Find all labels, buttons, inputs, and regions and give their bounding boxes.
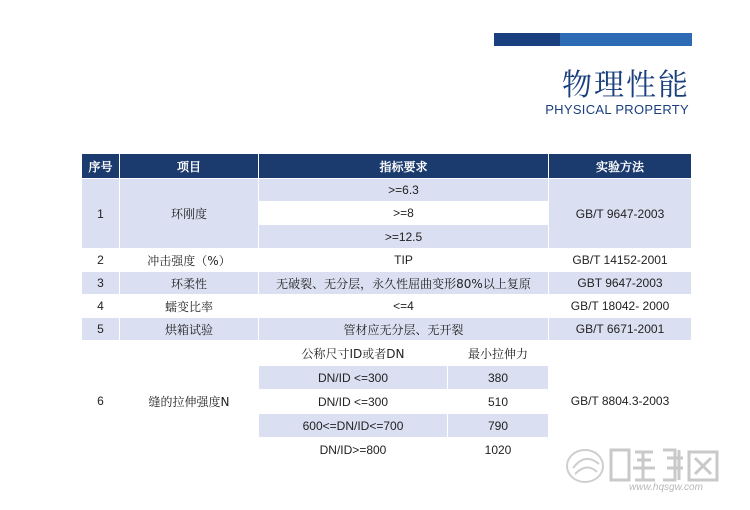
row5-no: 5	[82, 318, 119, 340]
row6-sub-row-1-size: DN/ID <=300	[259, 366, 447, 389]
row1-spec-c: >=12.5	[259, 225, 548, 248]
watermark-url: www.hqsgw.com	[629, 482, 703, 493]
row1-spec-b: >=8	[259, 202, 548, 224]
row5-item: 烘箱试验	[120, 318, 258, 340]
row4-spec: <=4	[259, 295, 548, 317]
header-cell-item: 项目	[120, 154, 258, 178]
row3-method: GBT 9647-2003	[549, 272, 691, 294]
row1-method: GB/T 9647-2003	[549, 179, 691, 248]
page-title: 物理性能	[562, 68, 690, 103]
row4-no: 4	[82, 295, 119, 317]
row5-spec: 管材应无分层、无开裂	[259, 318, 548, 340]
header-cell-no: 序号	[82, 154, 119, 178]
row6-method: GB/T 8804.3-2003	[549, 341, 691, 461]
row6-no: 6	[82, 341, 119, 461]
row6-item: 缝的拉伸强度N	[120, 341, 258, 461]
row1-spec-a: >=6.3	[259, 179, 548, 201]
row6-subheader-size: 公称尺寸ID或者DN	[259, 341, 447, 365]
row6-sub-row-3-force: 790	[448, 414, 548, 437]
row6-sub-row-2-size: DN/ID <=300	[259, 390, 447, 413]
row1-item: 环刚度	[120, 179, 258, 248]
header-cell-method: 实验方法	[549, 154, 691, 178]
row5-method: GB/T 6671-2001	[549, 318, 691, 340]
row6-sub-row-4-force: 1020	[448, 438, 548, 461]
row4-method: GB/T 18042- 2000	[549, 295, 691, 317]
row2-method: GB/T 14152-2001	[549, 249, 691, 271]
row6-sub-row-1-force: 380	[448, 366, 548, 389]
header-cell-spec: 指标要求	[259, 154, 548, 178]
page-subtitle: PHYSICAL PROPERTY	[545, 102, 689, 117]
row6-sub-row-2-force: 510	[448, 390, 548, 413]
row3-no: 3	[82, 272, 119, 294]
row3-spec: 无破裂、无分层，永久性屈曲变形80%以上复原	[259, 272, 548, 294]
row2-spec: TIP	[259, 249, 548, 271]
row2-item: 冲击强度（%）	[120, 249, 258, 271]
row1-no: 1	[82, 179, 119, 248]
row6-sub-row-4-size: DN/ID>=800	[259, 438, 447, 461]
row4-item: 蠕变比率	[120, 295, 258, 317]
row3-item: 环柔性	[120, 272, 258, 294]
row6-sub-row-3-size: 600<=DN/ID<=700	[259, 414, 447, 437]
row2-no: 2	[82, 249, 119, 271]
row6-subheader-force: 最小拉伸力	[448, 341, 548, 365]
